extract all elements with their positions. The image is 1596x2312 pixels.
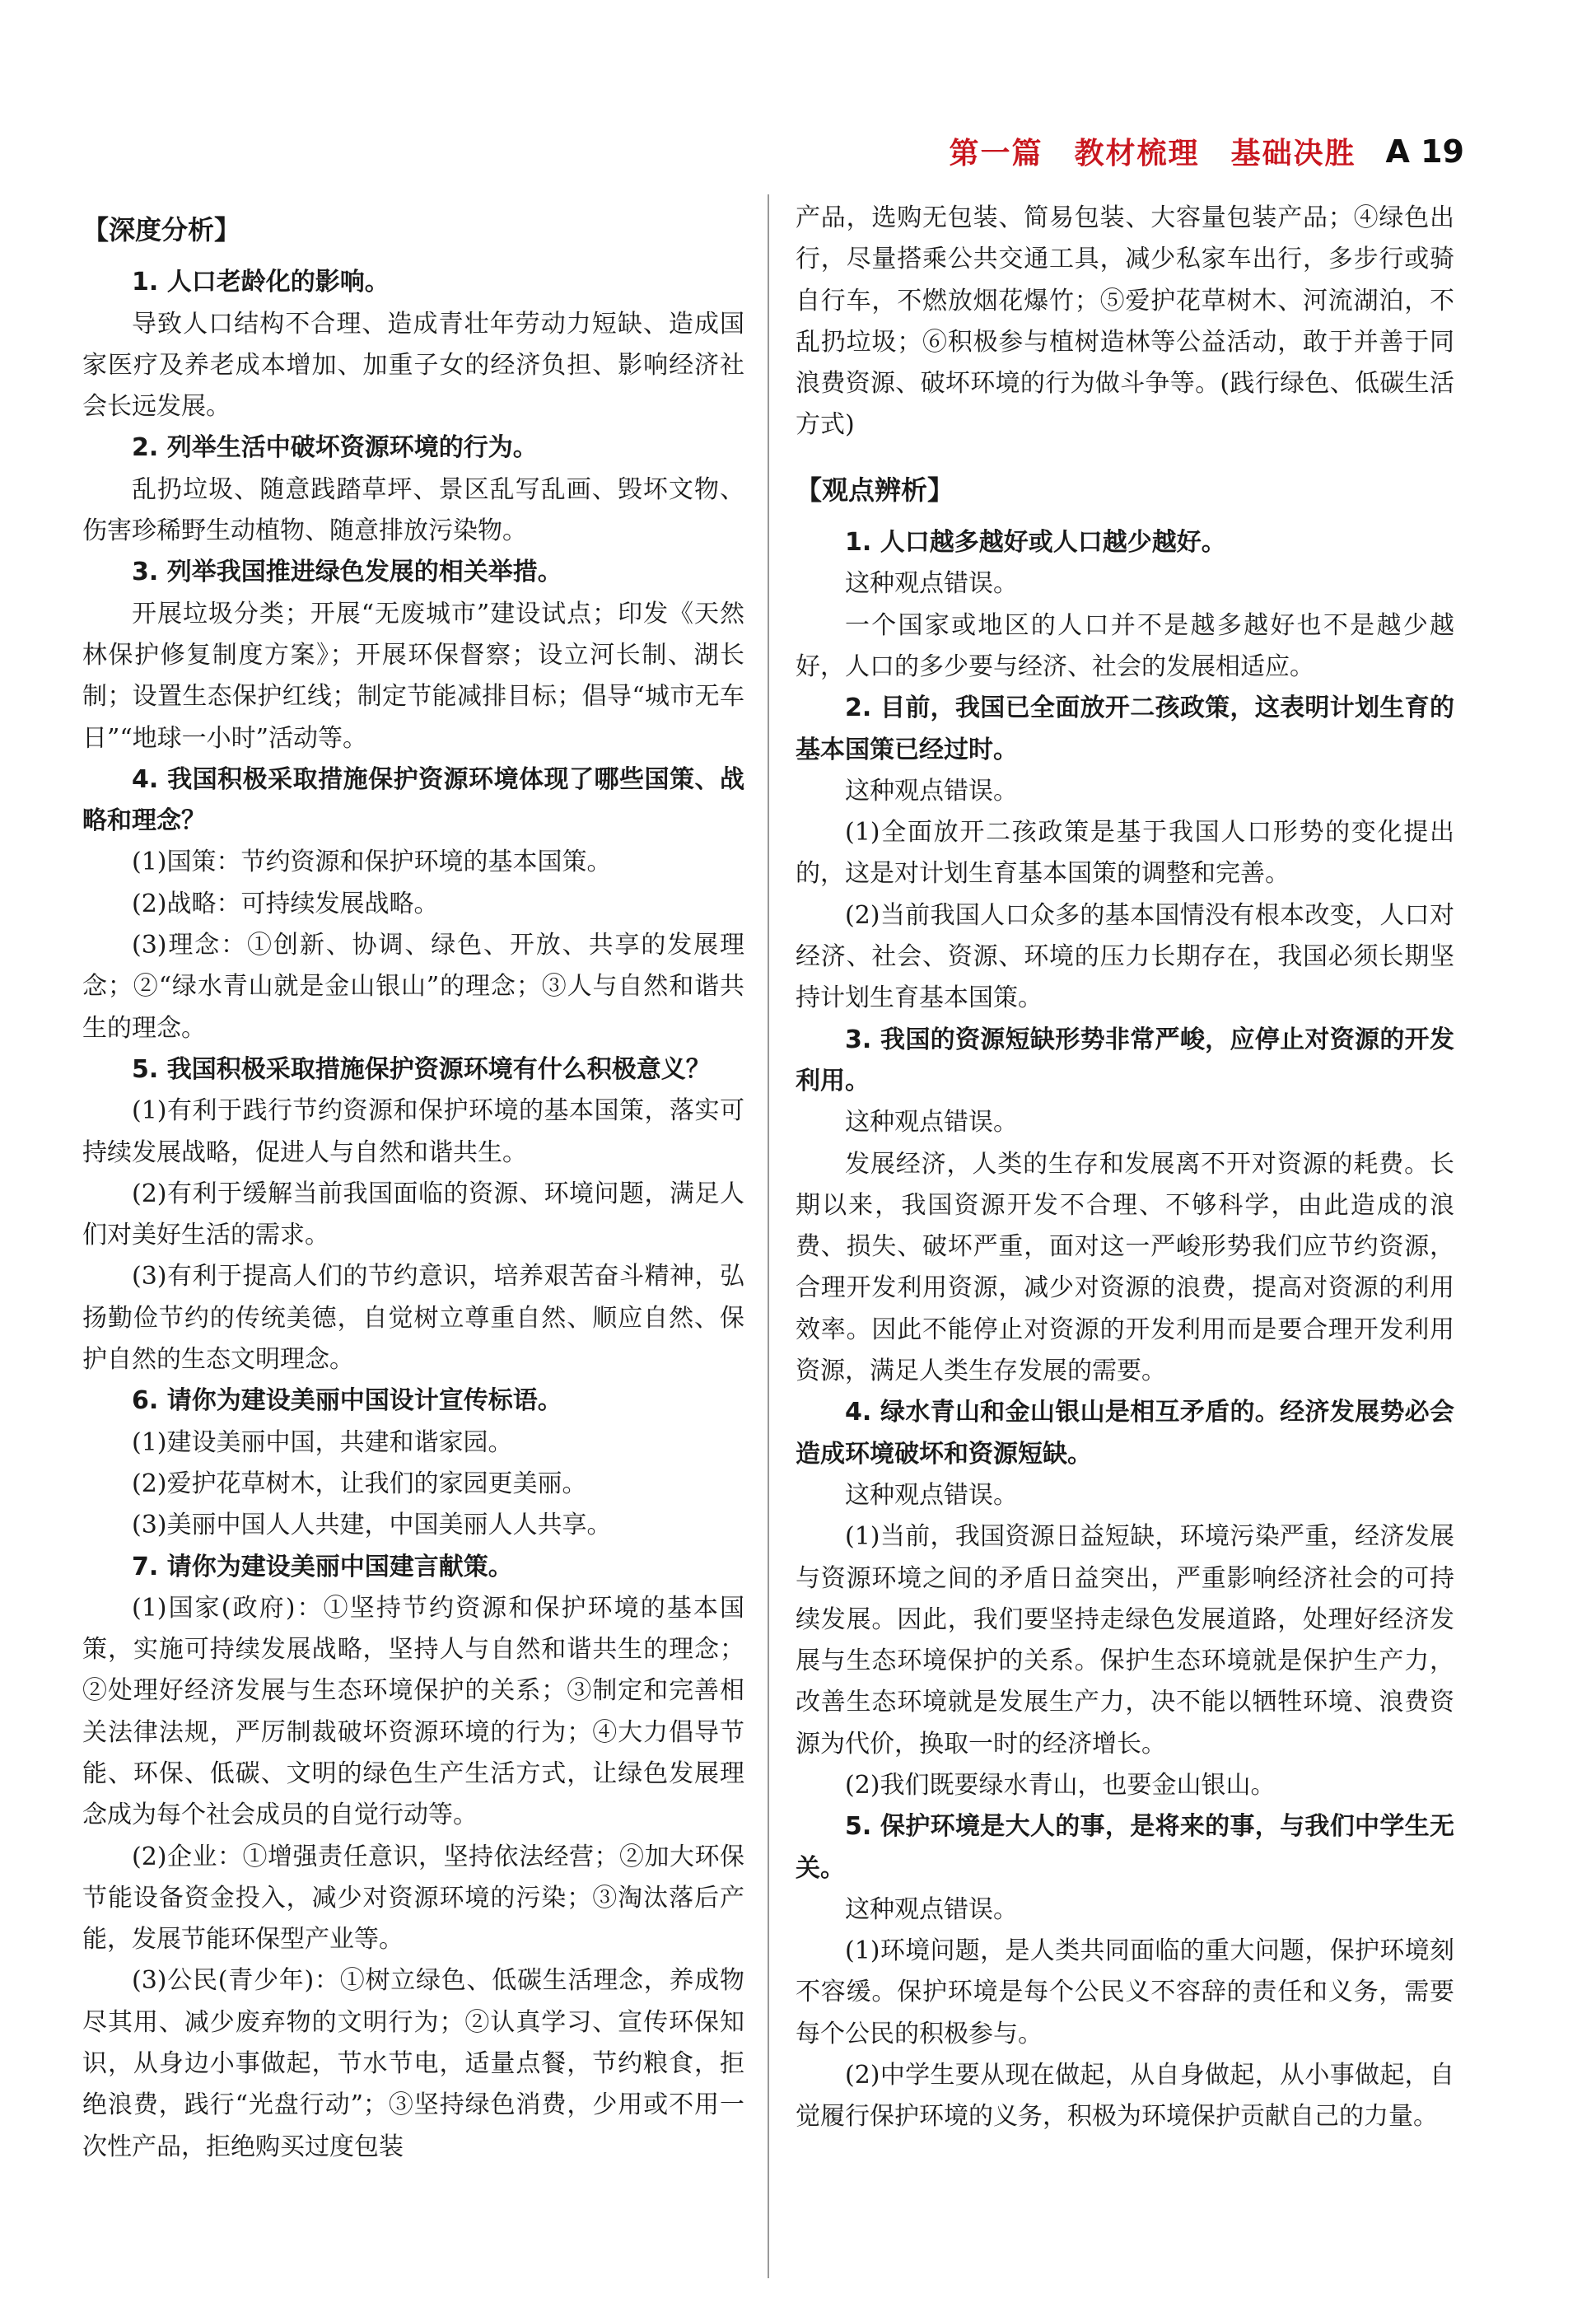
answer-paragraph: 这种观点错误。 <box>845 1894 1018 1924</box>
answer-paragraph: (3)理念：①创新、协调、绿色、开放、共享的发展理念；②“绿水青山就是金山银山”的理念；③人与自然和谐共生的理念。 <box>82 931 744 1043</box>
answer-paragraph: (1)国家(政府)：①坚持节约资源和保护环境的基本国策，实施可持续发展战略，坚持人与自然和谐共生的理念；②处理好经济发展与生态环境保护的关系；③制定和完善相关法律法规，严厉制裁破坏资源环境的行为；④大力倡导节能、环保、低碳、文明的绿色生产生活方式，让绿色发展理念成为每个社会成员的自觉行动等。 <box>82 1593 744 1830</box>
question-heading: 6. 请你为建设美丽中国设计宣传标语。 <box>132 1386 562 1416</box>
chapter-title: 第一篇 教材梳理 基础决胜 <box>949 137 1356 170</box>
question-heading: 1. 人口老龄化的影响。 <box>132 268 390 297</box>
answer-paragraph: 导致人口结构不合理、造成青壮年劳动力短缺、造成国家医疗及养老成本增加、加重子女的经济负担、影响经济社会长远发展。 <box>82 309 744 422</box>
answer-paragraph: (1)有利于践行节约资源和保护环境的基本国策，落实可持续发展战略，促进人与自然和谐共生。 <box>82 1096 744 1167</box>
left-paragraphs <box>82 262 744 2168</box>
right-column <box>796 198 1454 2138</box>
continuation-paragraph: 产品，选购无包装、简易包装、大容量包装产品；④绿色出行，尽量搭乘公共交通工具，减少私家车出行，多步行或骑自行车，不燃放烟花爆竹；⑤爱护花草树木、河流湖泊，不乱扔垃圾；⑥积极参与植树造林等公益活动，敢于并善于同浪费资源、破坏环境的行为做斗争等。(践行绿色、低碳生活方式) <box>796 203 1454 440</box>
answer-paragraph: (2)企业：①增强责任意识，坚持依法经营；②加大环保节能设备资金投入，减少对资源环境的污染；③淘汰落后产能，发展节能环保型产业等。 <box>82 1842 744 1955</box>
question-heading: 4. 绿水青山和金山银山是相互矛盾的。经济发展势必会造成环境破坏和资源短缺。 <box>796 1398 1454 1469</box>
answer-paragraph: (2)爱护花草树木，让我们的家园更美丽。 <box>132 1469 587 1498</box>
section-title-depth-analysis: 【深度分析】 <box>82 214 241 245</box>
answer-paragraph: (3)美丽中国人人共建，中国美丽人人共享。 <box>132 1511 612 1540</box>
answer-paragraph: (1)建设美丽中国，共建和谐家园。 <box>132 1427 513 1457</box>
question-heading: 3. 列举我国推进绿色发展的相关举措。 <box>132 558 562 587</box>
page-number: A 19 <box>1385 133 1464 170</box>
answer-paragraph: (1)全面放开二孩政策是基于我国人口形势的变化提出的，这是对计划生育基本国策的调整和完善。 <box>796 818 1454 889</box>
answer-paragraph: (2)战略：可持续发展战略。 <box>132 889 439 918</box>
answer-paragraph: (2)当前我国人口众多的基本国情没有根本改变，人口对经济、社会、资源、环境的压力长期存在，我国必须长期坚持计划生育基本国策。 <box>796 900 1454 1013</box>
answer-paragraph: (2)有利于缓解当前我国面临的资源、环境问题，满足人们对美好生活的需求。 <box>82 1179 744 1250</box>
answer-paragraph: (2)我们既要绿水青山，也要金山银山。 <box>845 1770 1276 1800</box>
answer-paragraph: 开展垃圾分类；开展“无废城市”建设试点；印发《天然林保护修复制度方案》；开展环保督察；设立河长制、湖长制；设置生态保护红线；制定节能减排目标；倡导“城市无车日”“地球一小时”活动等。 <box>82 599 744 753</box>
section-title-viewpoint-analysis: 【观点辨析】 <box>796 474 954 506</box>
page-header <box>949 130 1464 172</box>
answer-paragraph: 这种观点错误。 <box>845 569 1018 599</box>
answer-paragraph: (1)国策：节约资源和保护环境的基本国策。 <box>132 848 612 877</box>
answer-paragraph: (3)有利于提高人们的节约意识，培养艰苦奋斗精神，弘扬勤俭节约的传统美德，自觉树立尊重自然、顺应自然、保护自然的生态文明理念。 <box>82 1262 744 1375</box>
answer-paragraph: (3)公民(青少年)：①树立绿色、低碳生活理念，养成物尽其用、减少废弃物的文明行为；②认真学习、宣传环保知识，从身边小事做起，节水节电，适量点餐，节约粮食，拒绝浪费，践行“光盘行动”；③坚持绿色消费，少用或不用一次性产品，拒绝购买过度包装 <box>82 1966 744 2161</box>
answer-paragraph: 这种观点错误。 <box>845 776 1018 806</box>
answer-paragraph: 发展经济，人类的生存和发展离不开对资源的耗费。长期以来，我国资源开发不合理、不够科学，由此造成的浪费、损失、破坏严重，面对这一严峻形势我们应节约资源，合理开发利用资源，减少对资源的浪费，提高对资源的利用效率。因此不能停止对资源的开发利用而是要合理开发利用资源，满足人类生存发展的需要。 <box>796 1149 1454 1386</box>
left-column <box>82 209 744 2168</box>
answer-paragraph: (2)中学生要从现在做起，从自身做起，从小事做起，自觉履行保护环境的义务，积极为环境保护贡献自己的力量。 <box>796 2061 1454 2132</box>
right-paragraphs <box>796 522 1454 2138</box>
answer-paragraph: 这种观点错误。 <box>845 1480 1018 1510</box>
answer-paragraph: (1)当前，我国资源日益短缺，环境污染严重，经济发展与资源环境之间的矛盾日益突出，严重影响经济社会的可持续发展。因此，我们要坚持走绿色发展道路，处理好经济发展与生态环境保护的关系。保护生态环境就是保护生产力，改善生态环境就是发展生产力，决不能以牺牲环境、浪费资源为代价，换取一时的经济增长。 <box>796 1522 1454 1759</box>
question-heading: 1. 人口越多越好或人口越少越好。 <box>845 528 1226 558</box>
answer-paragraph: 这种观点错误。 <box>845 1108 1018 1137</box>
question-heading: 7. 请你为建设美丽中国建言献策。 <box>132 1552 513 1581</box>
question-heading: 2. 列举生活中破坏资源环境的行为。 <box>132 433 538 463</box>
question-heading: 5. 我国积极采取措施保护资源环境有什么积极意义？ <box>132 1054 711 1084</box>
question-heading: 3. 我国的资源短缺形势非常严峻，应停止对资源的开发利用。 <box>796 1025 1454 1095</box>
answer-paragraph: (1)环境问题，是人类共同面临的重大问题，保护环境刻不容缓。保护环境是每个公民义不容辞的责任和义务，需要每个公民的积极参与。 <box>796 1936 1454 2048</box>
answer-paragraph: 乱扔垃圾、随意践踏草坪、景区乱写乱画、毁坏文物、伤害珍稀野生动植物、随意排放污染物。 <box>82 474 744 546</box>
question-heading: 4. 我国积极采取措施保护资源环境体现了哪些国策、战略和理念？ <box>82 764 744 836</box>
column-divider <box>768 194 769 2278</box>
question-heading: 2. 目前，我国已全面放开二孩政策，这表明计划生育的基本国策已经过时。 <box>796 694 1454 764</box>
answer-paragraph: 一个国家或地区的人口并不是越多越好也不是越少越好，人口的多少要与经济、社会的发展相适应。 <box>796 610 1454 681</box>
question-heading: 5. 保护环境是大人的事，是将来的事，与我们中学生无关。 <box>796 1812 1454 1883</box>
